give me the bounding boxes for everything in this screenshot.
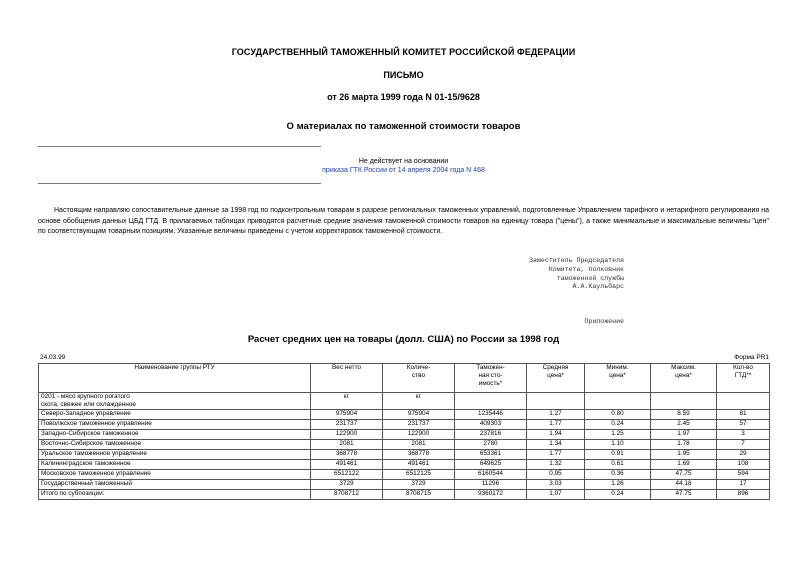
cell-max: 47.75: [651, 490, 717, 500]
table-row: [39, 460, 770, 470]
cell-name: Поволжское таможенное управление: [39, 420, 311, 430]
cell-max: 44.18: [651, 480, 717, 490]
cell-weight: 231737: [311, 420, 383, 430]
cell-weight: 8708712: [311, 490, 383, 500]
cell-min: 0.80: [585, 410, 651, 420]
cell-weight: 122900: [311, 430, 383, 440]
cell-count: 896: [717, 490, 770, 500]
cell-value: 9360172: [455, 490, 527, 500]
cell-weight: 491461: [311, 460, 383, 470]
column-header-avg-price: Средняя цена*: [527, 364, 585, 393]
cell-min: 0.36: [585, 470, 651, 480]
table-row: [39, 470, 770, 480]
empty-cell: [527, 393, 585, 410]
cell-name: Восточно-Сибирское таможенное: [39, 440, 311, 450]
empty-cell: [717, 393, 770, 410]
cell-min: 1.26: [585, 480, 651, 490]
table-row: [39, 430, 770, 440]
document-type-heading: ПИСЬМО: [383, 70, 424, 80]
cell-avg: 1.34: [527, 440, 585, 450]
cell-weight: 975904: [311, 410, 383, 420]
column-header-max-price: Максим. цена*: [651, 364, 717, 393]
body-paragraph: Настоящим направляю сопоставительные данные за 1998 год по подконтрольным товарам в разрезе региональных таможенных управлений, подготовленные Управлением тарифного и нетарифного регулирования на основе обобщения данных ЦБД ГТД. В прилагаемых таблицах приводятся расчетные средние значения таможенной стоимости товаров на единицу товара ("цены"), а также минимальные и максимальные величины "цен" по соответствующим товарным позициям. Указанные величины приведены с учетом корректировок таможенной стоимости.: [38, 207, 769, 235]
table-row: [39, 480, 770, 490]
cell-name: Московское таможенное управление: [39, 470, 311, 480]
cell-count: 17: [717, 480, 770, 490]
cell-min: 0.24: [585, 490, 651, 500]
cell-weight: 2081: [311, 440, 383, 450]
table-row: [39, 490, 770, 500]
cell-count: 7: [717, 440, 770, 450]
cell-avg: 3.03: [527, 480, 585, 490]
cell-qty: 975904: [383, 410, 455, 420]
signature-block: [500, 257, 624, 292]
cell-qty: 2081: [383, 440, 455, 450]
table-header-row: [39, 364, 770, 393]
cell-name: Калининградское таможенное: [39, 460, 311, 470]
appendix-title: Расчет средних цен на товары (долл. США) по России за 1998 год: [247, 334, 560, 345]
cell-name: Северо-Западное управление: [39, 410, 311, 420]
cell-qty: 6512125: [383, 470, 455, 480]
cell-max: 1.95: [651, 450, 717, 460]
group-unit-qty: кг: [383, 393, 455, 410]
column-header-customs-value: Таможен- ная сто- имость*: [455, 364, 527, 393]
cell-value: 237816: [455, 430, 527, 440]
cell-weight: 368778: [311, 450, 383, 460]
cell-qty: 122900: [383, 430, 455, 440]
empty-cell: [651, 393, 717, 410]
cell-avg: 1.32: [527, 460, 585, 470]
cell-value: 6160544: [455, 470, 527, 480]
cell-weight: 6512122: [311, 470, 383, 480]
cell-qty: 8708715: [383, 490, 455, 500]
cell-min: 0.24: [585, 420, 651, 430]
table-group-row: [39, 393, 770, 410]
cell-max: 47.75: [651, 470, 717, 480]
cell-value: 649625: [455, 460, 527, 470]
cell-qty: 231737: [383, 420, 455, 430]
cell-max: 1.78: [651, 440, 717, 450]
cell-count: 594: [717, 470, 770, 480]
cell-avg: 1.94: [527, 430, 585, 440]
appendix-label: Приложение: [584, 318, 624, 325]
status-order-link[interactable]: приказа ГТК России от 14 апреля 2004 года N 468: [322, 167, 485, 174]
cell-min: 0.91: [585, 450, 651, 460]
cell-avg: 1.77: [527, 450, 585, 460]
form-code: Форма PR1: [734, 354, 769, 361]
empty-cell: [455, 393, 527, 410]
signature-name: А.А.Каульбарс: [572, 283, 624, 291]
cell-value: 2780: [455, 440, 527, 450]
document-subject: О материалах по таможенной стоимости товаров: [286, 121, 521, 132]
cell-avg: 1.07: [527, 490, 585, 500]
cell-value: 11296: [455, 480, 527, 490]
cell-count: 29: [717, 450, 770, 460]
cell-name: Итого по субпозиции:: [39, 490, 311, 500]
status-note: Не действует на основании: [358, 158, 449, 165]
column-header-weight: Вес нетто: [311, 364, 383, 393]
table-row: [39, 410, 770, 420]
table-row: [39, 450, 770, 460]
cell-value: 409303: [455, 420, 527, 430]
cell-max: 1.69: [651, 460, 717, 470]
cell-name: Западно-Сибирское таможенное: [39, 430, 311, 440]
cell-name: Государственный таможенный: [39, 480, 311, 490]
cell-name: Уральское таможенное управление: [39, 450, 311, 460]
cell-qty: 368778: [383, 450, 455, 460]
divider-bottom: [38, 183, 321, 184]
cell-qty: 3729: [383, 480, 455, 490]
cell-avg: 0.95: [527, 470, 585, 480]
divider-top: [38, 146, 321, 147]
cell-qty: 491461: [383, 460, 455, 470]
cell-count: 81: [717, 410, 770, 420]
signature-line: Комитета, полковник: [548, 265, 624, 273]
cell-value: 653361: [455, 450, 527, 460]
report-date: 24.03.99: [40, 354, 66, 361]
cell-count: 57: [717, 420, 770, 430]
cell-min: 1.10: [585, 440, 651, 450]
cell-max: 1.97: [651, 430, 717, 440]
cell-max: 8.59: [651, 410, 717, 420]
cell-min: 1.25: [585, 430, 651, 440]
group-unit-weight: кг: [311, 393, 383, 410]
signature-line: таможенной службы: [556, 274, 624, 282]
cell-count: 108: [717, 460, 770, 470]
group-name: 0201 - мясо крупного рогатого скота, свежее или охлажденное: [39, 393, 311, 410]
cell-weight: 3729: [311, 480, 383, 490]
table-row: [39, 420, 770, 430]
price-table: [38, 363, 770, 500]
organization-heading: ГОСУДАРСТВЕННЫЙ ТАМОЖЕННЫЙ КОМИТЕТ РОССИЙСКОЙ ФЕДЕРАЦИИ: [231, 47, 576, 57]
cell-count: 3: [717, 430, 770, 440]
column-header-min-price: Миним. цена*: [585, 364, 651, 393]
cell-max: 2.45: [651, 420, 717, 430]
table-row: [39, 440, 770, 450]
signature-line: Заместитель Председателя: [529, 257, 624, 264]
cell-avg: 1.77: [527, 420, 585, 430]
column-header-count: Кол-во ГТД**: [717, 364, 770, 393]
document-date-number: от 26 марта 1999 года N 01-15/9628: [327, 92, 480, 102]
empty-cell: [585, 393, 651, 410]
cell-value: 1235446: [455, 410, 527, 420]
column-header-name: Наименование группы РТУ: [39, 364, 311, 393]
column-header-quantity: Количе- ство: [383, 364, 455, 393]
cell-avg: 1.27: [527, 410, 585, 420]
cell-min: 0.61: [585, 460, 651, 470]
